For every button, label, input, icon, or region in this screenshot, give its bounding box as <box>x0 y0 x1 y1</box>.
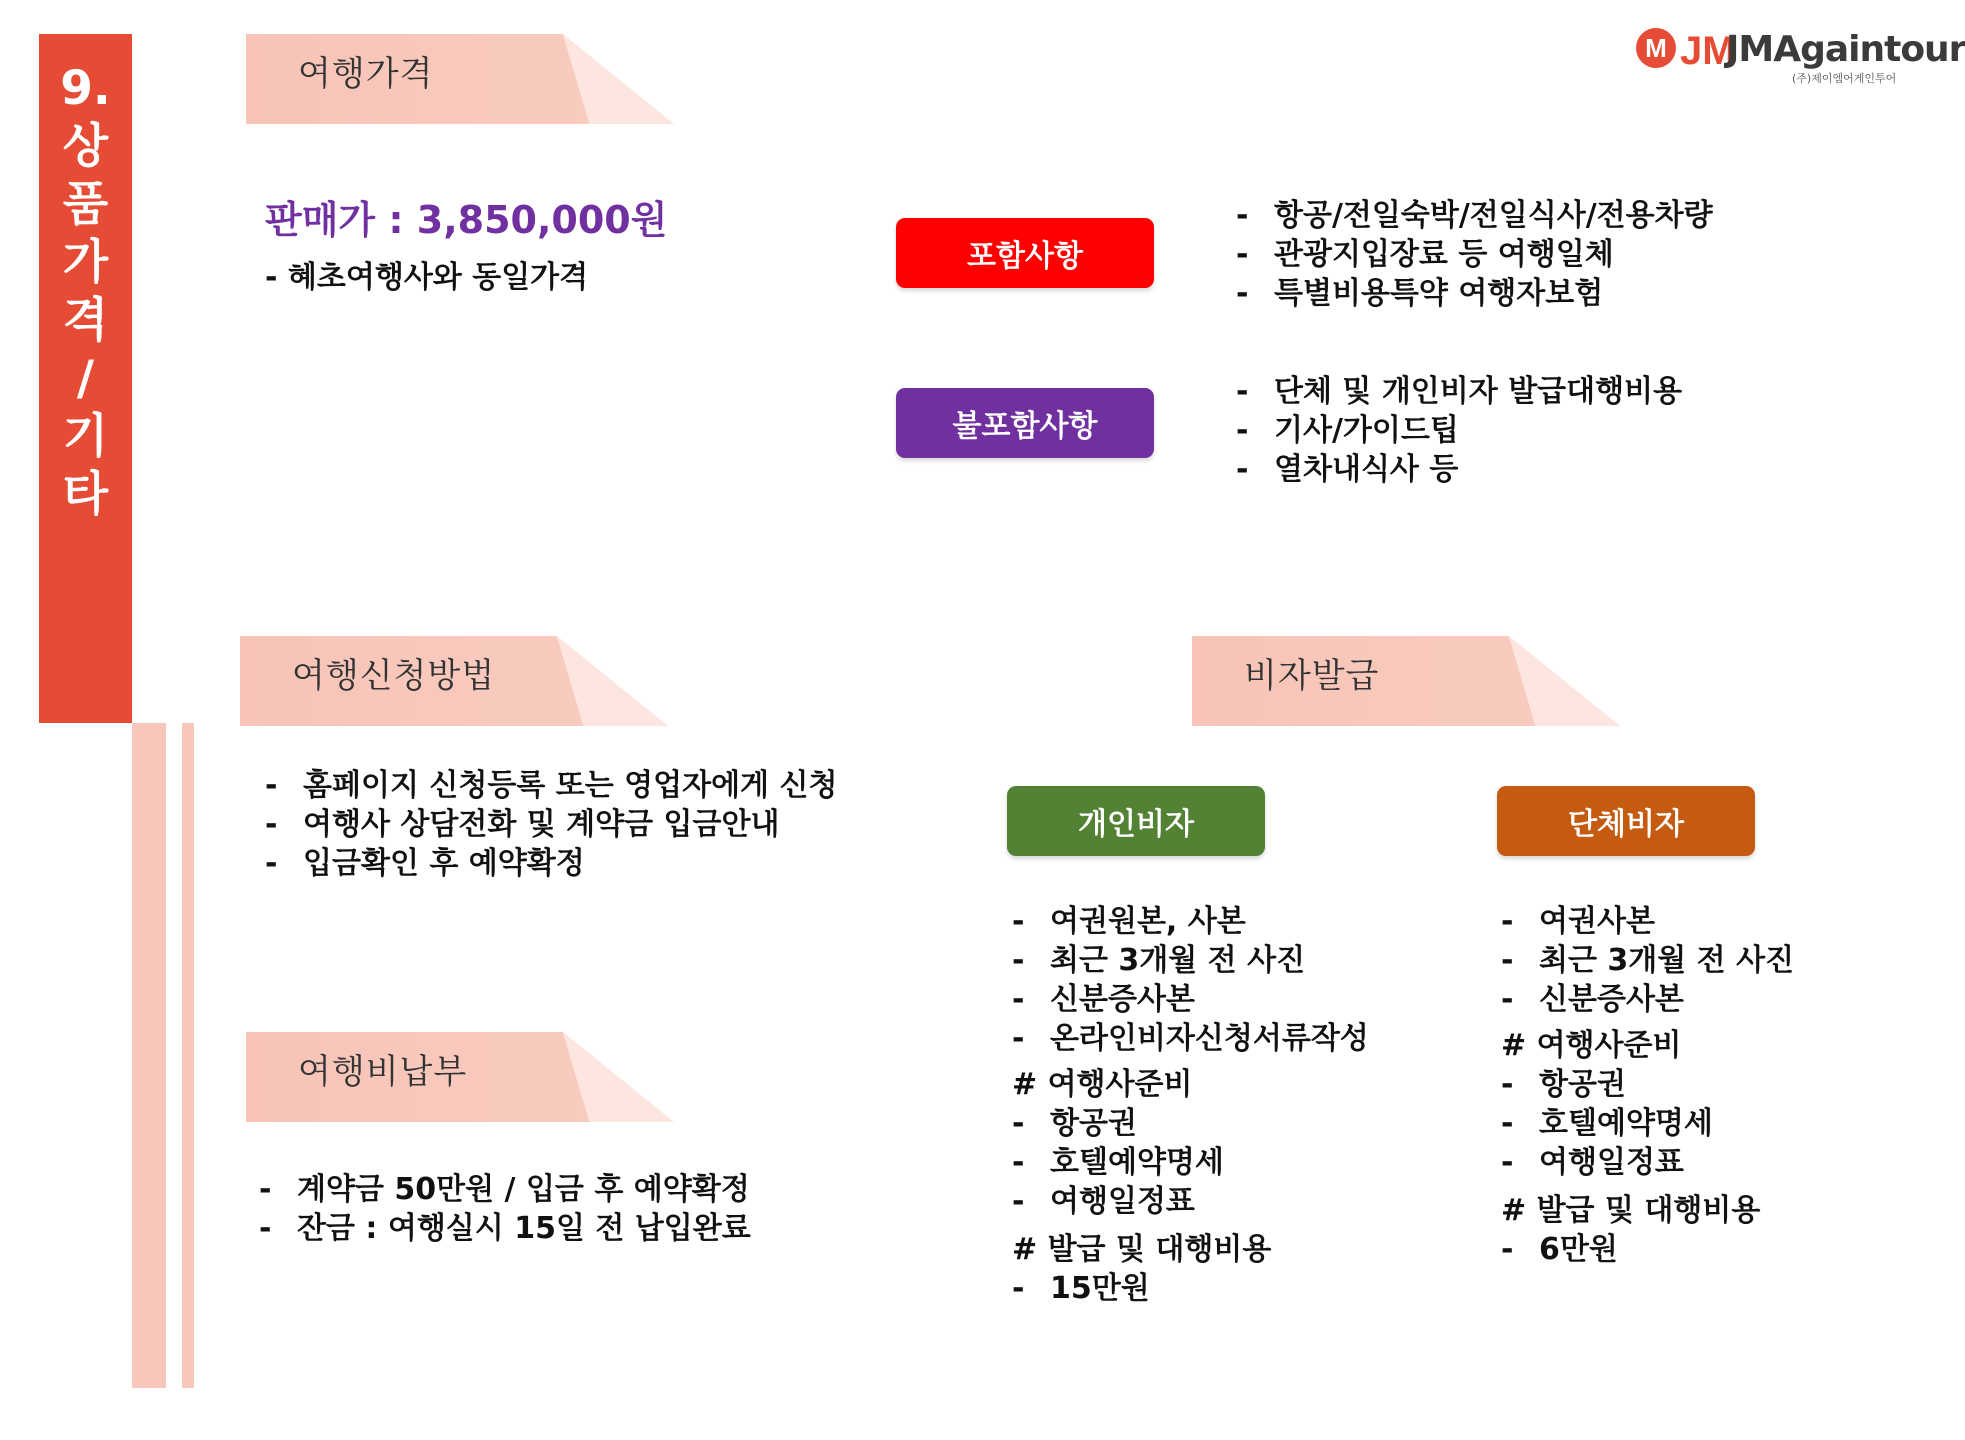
decorative-stripe <box>132 723 166 1388</box>
title-char: / <box>76 351 95 406</box>
list-item: - 열차내식사 등 <box>1236 452 1459 487</box>
price-header: 여행가격 <box>298 54 434 94</box>
list-item: - 항공권 <box>1501 1067 1626 1102</box>
individual-visa-docs <box>1012 902 1369 1058</box>
list-item: - 항공/전일숙박/전일식사/전용차량 <box>1236 198 1713 233</box>
jm-logo-icon <box>1634 26 1736 76</box>
list-item: - 6만원 <box>1501 1232 1618 1267</box>
list-item: - 최근 3개월 전 사진 <box>1501 943 1795 978</box>
list-item: - 호텔예약명세 <box>1501 1106 1713 1141</box>
group-fee-header: # 발급 및 대행비용 <box>1501 1193 1761 1228</box>
list-item: - 여권원본, 사본 <box>1012 904 1246 939</box>
list-item: - 기사/가이드팁 <box>1236 413 1459 448</box>
included-list <box>1236 196 1713 313</box>
list-item: - 여권사본 <box>1501 904 1655 939</box>
company-logo <box>1634 26 1965 86</box>
payment-header: 여행비납부 <box>298 1052 468 1092</box>
list-item: - 관광지입장료 등 여행일체 <box>1236 237 1614 272</box>
section-title <box>39 60 132 524</box>
excluded-list <box>1236 372 1682 489</box>
svg-text:M: M <box>1645 33 1667 63</box>
list-item: - 신분증사본 <box>1501 982 1684 1017</box>
group-agency-header: # 여행사준비 <box>1501 1028 1682 1063</box>
list-item: - 잔금 : 여행실시 15일 전 납입완료 <box>259 1211 751 1246</box>
list-item: - 단체 및 개인비자 발급대행비용 <box>1236 374 1683 409</box>
title-char: 품 <box>62 177 109 232</box>
list-item: - 호텔예약명세 <box>1012 1145 1224 1180</box>
individual-visa-badge: 개인비자 <box>1007 786 1265 856</box>
list-item: - 여행일정표 <box>1501 1145 1684 1180</box>
individual-agency-header: # 여행사준비 <box>1012 1067 1193 1102</box>
list-item: - 최근 3개월 전 사진 <box>1012 943 1306 978</box>
logo-subtext: (주)제이엠어게인투어 <box>1792 72 1897 85</box>
list-item: - 신분증사본 <box>1012 982 1195 1017</box>
list-item: - 여행사 상담전화 및 계약금 입금안내 <box>265 807 780 842</box>
list-item: - 온라인비자신청서류작성 <box>1012 1021 1369 1056</box>
group-visa-docs <box>1501 902 1794 1019</box>
title-char: 기 <box>62 409 109 464</box>
apply-header: 여행신청방법 <box>292 656 496 696</box>
price-note: - 혜초여행사와 동일가격 <box>265 260 589 295</box>
individual-fee-list <box>1012 1269 1150 1308</box>
visa-header: 비자발급 <box>1244 656 1380 696</box>
list-item: - 15만원 <box>1012 1271 1150 1306</box>
individual-fee-header: # 발급 및 대행비용 <box>1012 1232 1272 1267</box>
list-item: - 항공권 <box>1012 1106 1137 1141</box>
payment-list <box>259 1170 751 1248</box>
title-char: 상 <box>62 119 109 174</box>
sale-price: 판매가 : 3,850,000원 <box>265 198 668 242</box>
list-item: - 입금확인 후 예약확정 <box>265 846 585 881</box>
title-char: 타 <box>62 467 109 522</box>
list-item: - 여행일정표 <box>1012 1184 1195 1219</box>
title-char: 9. <box>60 61 111 116</box>
group-agency-list <box>1501 1065 1713 1182</box>
group-visa-badge: 단체비자 <box>1497 786 1755 856</box>
title-char: 가 <box>62 235 109 290</box>
included-badge: 포함사항 <box>896 218 1154 288</box>
apply-list <box>265 766 837 883</box>
logo-wordmark: JMAgaintour <box>1726 29 1965 70</box>
list-item: - 홈페이지 신청등록 또는 영업자에게 신청 <box>265 768 838 803</box>
list-item: - 특별비용특약 여행자보험 <box>1236 276 1604 311</box>
excluded-badge: 불포함사항 <box>896 388 1154 458</box>
decorative-stripe <box>182 723 194 1388</box>
svg-text:JM: JM <box>1680 29 1736 73</box>
title-char: 격 <box>62 293 109 348</box>
group-fee-list <box>1501 1230 1618 1269</box>
list-item: - 계약금 50만원 / 입금 후 예약확정 <box>259 1172 750 1207</box>
individual-agency-list <box>1012 1104 1224 1221</box>
